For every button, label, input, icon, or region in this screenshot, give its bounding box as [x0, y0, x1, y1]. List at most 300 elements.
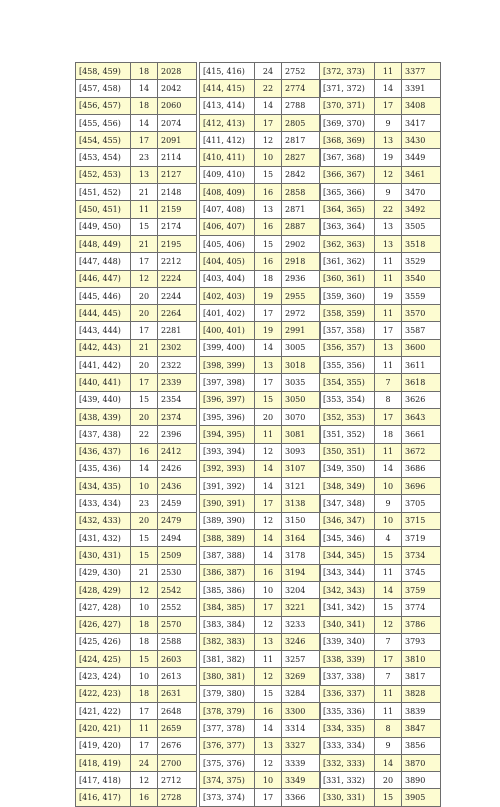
cumulative-cell: 2827	[282, 149, 321, 166]
count-cell: 17	[375, 322, 402, 339]
cumulative-cell: 2244	[158, 287, 197, 304]
table-row	[76, 460, 197, 477]
score-range-cell: [424, 425)	[76, 651, 131, 668]
score-range-cell: [452, 453)	[76, 166, 131, 183]
count-cell: 13	[255, 737, 282, 754]
count-cell: 11	[375, 443, 402, 460]
score-range-cell: [434, 435)	[76, 478, 131, 495]
score-range-cell: [367, 368)	[320, 149, 375, 166]
score-range-cell: [418, 419)	[76, 754, 131, 771]
cumulative-cell: 3492	[402, 201, 441, 218]
score-range-cell: [390, 391)	[200, 495, 255, 512]
count-cell: 21	[131, 564, 158, 581]
table-row	[320, 547, 441, 564]
table-row	[200, 408, 321, 425]
score-range-cell: [344, 345)	[320, 547, 375, 564]
table-row	[76, 149, 197, 166]
score-range-cell: [335, 336)	[320, 702, 375, 719]
count-cell: 11	[375, 357, 402, 374]
cumulative-cell: 3178	[282, 547, 321, 564]
score-range-cell: [384, 385)	[200, 599, 255, 616]
table-row	[200, 114, 321, 131]
count-cell: 12	[131, 270, 158, 287]
table-row	[200, 478, 321, 495]
score-range-cell: [422, 423)	[76, 685, 131, 702]
count-cell: 21	[131, 339, 158, 356]
table-row	[320, 616, 441, 633]
cumulative-cell: 3257	[282, 651, 321, 668]
table-row	[76, 80, 197, 97]
score-range-cell: [404, 405)	[200, 253, 255, 270]
cumulative-cell: 3470	[402, 184, 441, 201]
table-row	[320, 512, 441, 529]
table-row	[320, 702, 441, 719]
cumulative-cell: 2972	[282, 305, 321, 322]
count-cell: 22	[375, 201, 402, 218]
cumulative-cell: 3070	[282, 408, 321, 425]
table-row	[76, 599, 197, 616]
count-cell: 12	[255, 443, 282, 460]
table-row	[76, 530, 197, 547]
table-row	[320, 235, 441, 252]
cumulative-cell: 3035	[282, 374, 321, 391]
count-cell: 13	[255, 633, 282, 650]
count-cell: 18	[131, 685, 158, 702]
table-row	[76, 184, 197, 201]
count-cell: 15	[255, 391, 282, 408]
cumulative-cell: 3672	[402, 443, 441, 460]
count-cell: 17	[375, 408, 402, 425]
score-range-cell: [334, 335)	[320, 720, 375, 737]
score-range-cell: [405, 406)	[200, 235, 255, 252]
count-cell: 17	[375, 97, 402, 114]
score-range-cell: [377, 378)	[200, 720, 255, 737]
count-cell: 15	[255, 235, 282, 252]
table-row	[320, 374, 441, 391]
table-row	[76, 305, 197, 322]
table-row	[200, 132, 321, 149]
score-range-cell: [391, 392)	[200, 478, 255, 495]
score-range-cell: [353, 354)	[320, 391, 375, 408]
count-cell: 16	[255, 702, 282, 719]
count-cell: 14	[131, 80, 158, 97]
table-row	[76, 564, 197, 581]
score-range-cell: [346, 347)	[320, 512, 375, 529]
count-cell: 17	[255, 599, 282, 616]
count-cell: 14	[255, 339, 282, 356]
count-cell: 20	[131, 287, 158, 304]
count-cell: 13	[375, 235, 402, 252]
score-range-cell: [381, 382)	[200, 651, 255, 668]
table-row	[76, 737, 197, 754]
table-row	[76, 357, 197, 374]
count-cell: 9	[375, 495, 402, 512]
table-row	[320, 564, 441, 581]
count-cell: 15	[131, 391, 158, 408]
count-cell: 16	[131, 443, 158, 460]
score-range-cell: [444, 445)	[76, 305, 131, 322]
cumulative-cell: 3391	[402, 80, 441, 97]
score-range-cell: [349, 350)	[320, 460, 375, 477]
score-range-cell: [437, 438)	[76, 426, 131, 443]
table-row	[76, 754, 197, 771]
cumulative-cell: 3793	[402, 633, 441, 650]
cumulative-cell: 2902	[282, 235, 321, 252]
table-row	[200, 460, 321, 477]
score-range-cell: [332, 333)	[320, 754, 375, 771]
table-row	[200, 720, 321, 737]
cumulative-cell: 2436	[158, 478, 197, 495]
score-range-cell: [348, 349)	[320, 478, 375, 495]
cumulative-cell: 3661	[402, 426, 441, 443]
table-row	[76, 132, 197, 149]
table-row	[200, 512, 321, 529]
table-row	[320, 789, 441, 806]
table-row	[76, 426, 197, 443]
count-cell: 15	[131, 547, 158, 564]
cumulative-cell: 3269	[282, 668, 321, 685]
cumulative-cell: 3150	[282, 512, 321, 529]
score-range-cell: [330, 331)	[320, 789, 375, 806]
score-range-cell: [410, 411)	[200, 149, 255, 166]
table-row	[200, 166, 321, 183]
table-row	[320, 495, 441, 512]
score-range-cell: [409, 410)	[200, 166, 255, 183]
count-cell: 15	[131, 218, 158, 235]
count-cell: 17	[255, 114, 282, 131]
score-range-cell: [354, 355)	[320, 374, 375, 391]
table-row	[320, 772, 441, 789]
cumulative-cell: 2174	[158, 218, 197, 235]
count-cell: 12	[375, 616, 402, 633]
count-cell: 14	[375, 80, 402, 97]
score-range-cell: [423, 424)	[76, 668, 131, 685]
score-range-cell: [406, 407)	[200, 218, 255, 235]
score-range-cell: [428, 429)	[76, 581, 131, 598]
table-row	[200, 63, 321, 80]
table-row	[320, 530, 441, 547]
table-row	[76, 581, 197, 598]
count-cell: 14	[255, 460, 282, 477]
table-row	[76, 789, 197, 806]
cumulative-cell: 2042	[158, 80, 197, 97]
table-row	[76, 478, 197, 495]
cumulative-cell: 2494	[158, 530, 197, 547]
table-row	[320, 184, 441, 201]
score-range-cell: [382, 383)	[200, 633, 255, 650]
cumulative-cell: 2530	[158, 564, 197, 581]
count-cell: 15	[375, 599, 402, 616]
cumulative-cell: 2159	[158, 201, 197, 218]
count-cell: 17	[131, 374, 158, 391]
score-range-cell: [430, 431)	[76, 547, 131, 564]
table-row	[320, 754, 441, 771]
cumulative-cell: 3810	[402, 651, 441, 668]
cumulative-cell: 3005	[282, 339, 321, 356]
table-row	[200, 97, 321, 114]
cumulative-cell: 2774	[282, 80, 321, 97]
table-row	[320, 720, 441, 737]
score-range-cell: [339, 340)	[320, 633, 375, 650]
count-cell: 11	[375, 702, 402, 719]
table-row	[320, 478, 441, 495]
cumulative-cell: 3870	[402, 754, 441, 771]
score-range-cell: [450, 451)	[76, 201, 131, 218]
score-range-cell: [421, 422)	[76, 702, 131, 719]
count-cell: 19	[255, 287, 282, 304]
table-row	[200, 581, 321, 598]
cumulative-cell: 2459	[158, 495, 197, 512]
table-row	[76, 218, 197, 235]
table-row	[320, 114, 441, 131]
score-range-cell: [417, 418)	[76, 772, 131, 789]
count-cell: 17	[375, 651, 402, 668]
cumulative-cell: 2676	[158, 737, 197, 754]
table-row	[200, 772, 321, 789]
score-range-cell: [438, 439)	[76, 408, 131, 425]
table-row	[76, 63, 197, 80]
table-row	[320, 391, 441, 408]
table-row	[320, 305, 441, 322]
table-row	[200, 547, 321, 564]
table-row	[320, 270, 441, 287]
score-range-cell: [398, 399)	[200, 357, 255, 374]
score-range-cell: [457, 458)	[76, 80, 131, 97]
score-range-cell: [453, 454)	[76, 149, 131, 166]
cumulative-cell: 2426	[158, 460, 197, 477]
cumulative-cell: 2648	[158, 702, 197, 719]
score-range-cell: [333, 334)	[320, 737, 375, 754]
cumulative-cell: 2936	[282, 270, 321, 287]
cumulative-cell: 2212	[158, 253, 197, 270]
score-range-cell: [448, 449)	[76, 235, 131, 252]
cumulative-cell: 3856	[402, 737, 441, 754]
count-cell: 12	[131, 581, 158, 598]
table-row	[200, 599, 321, 616]
count-cell: 23	[131, 495, 158, 512]
cumulative-cell: 3221	[282, 599, 321, 616]
table-row	[320, 581, 441, 598]
count-cell: 18	[375, 426, 402, 443]
count-cell: 21	[131, 184, 158, 201]
table-row	[200, 789, 321, 806]
count-cell: 15	[131, 651, 158, 668]
score-range-cell: [451, 452)	[76, 184, 131, 201]
score-range-cell: [401, 402)	[200, 305, 255, 322]
cumulative-cell: 2114	[158, 149, 197, 166]
cumulative-cell: 2396	[158, 426, 197, 443]
score-range-cell: [439, 440)	[76, 391, 131, 408]
count-cell: 14	[131, 114, 158, 131]
cumulative-cell: 2552	[158, 599, 197, 616]
count-cell: 24	[131, 754, 158, 771]
cumulative-cell: 3696	[402, 478, 441, 495]
table-row	[76, 97, 197, 114]
score-table-2	[199, 62, 321, 807]
cumulative-cell: 3300	[282, 702, 321, 719]
cumulative-cell: 2817	[282, 132, 321, 149]
score-range-cell: [336, 337)	[320, 685, 375, 702]
table-row	[200, 530, 321, 547]
table-row	[76, 235, 197, 252]
table-row	[200, 184, 321, 201]
count-cell: 15	[131, 530, 158, 547]
cumulative-cell: 2613	[158, 668, 197, 685]
table-row	[320, 685, 441, 702]
table-row	[200, 287, 321, 304]
table-row	[200, 357, 321, 374]
score-range-cell: [362, 363)	[320, 235, 375, 252]
cumulative-cell: 2479	[158, 512, 197, 529]
cumulative-cell: 2148	[158, 184, 197, 201]
cumulative-cell: 2659	[158, 720, 197, 737]
count-cell: 21	[131, 235, 158, 252]
score-range-cell: [442, 443)	[76, 339, 131, 356]
score-range-cell: [402, 403)	[200, 287, 255, 304]
cumulative-cell: 3408	[402, 97, 441, 114]
score-range-cell: [365, 366)	[320, 184, 375, 201]
table-row	[320, 408, 441, 425]
score-range-cell: [432, 433)	[76, 512, 131, 529]
cumulative-cell: 3366	[282, 789, 321, 806]
score-range-cell: [369, 370)	[320, 114, 375, 131]
table-row	[200, 668, 321, 685]
table-row	[76, 408, 197, 425]
score-range-cell: [343, 344)	[320, 564, 375, 581]
cumulative-cell: 3327	[282, 737, 321, 754]
score-range-cell: [446, 447)	[76, 270, 131, 287]
cumulative-cell: 3518	[402, 235, 441, 252]
cumulative-cell: 2091	[158, 132, 197, 149]
count-cell: 13	[131, 166, 158, 183]
score-range-cell: [395, 396)	[200, 408, 255, 425]
score-range-cell: [411, 412)	[200, 132, 255, 149]
count-cell: 20	[131, 305, 158, 322]
table-row	[76, 668, 197, 685]
cumulative-cell: 3233	[282, 616, 321, 633]
cumulative-cell: 3587	[402, 322, 441, 339]
cumulative-cell: 2224	[158, 270, 197, 287]
cumulative-cell: 2570	[158, 616, 197, 633]
count-cell: 20	[375, 772, 402, 789]
count-cell: 17	[131, 702, 158, 719]
cumulative-cell: 2712	[158, 772, 197, 789]
table-row	[320, 132, 441, 149]
count-cell: 14	[131, 460, 158, 477]
count-cell: 12	[255, 616, 282, 633]
count-cell: 11	[375, 685, 402, 702]
count-cell: 11	[131, 201, 158, 218]
score-range-cell: [425, 426)	[76, 633, 131, 650]
score-range-cell: [352, 353)	[320, 408, 375, 425]
score-range-cell: [392, 393)	[200, 460, 255, 477]
cumulative-cell: 3540	[402, 270, 441, 287]
table-row	[320, 218, 441, 235]
score-range-cell: [394, 395)	[200, 426, 255, 443]
count-cell: 4	[375, 530, 402, 547]
score-range-cell: [419, 420)	[76, 737, 131, 754]
table-row	[200, 80, 321, 97]
score-range-cell: [361, 362)	[320, 253, 375, 270]
score-range-cell: [364, 365)	[320, 201, 375, 218]
table-row	[76, 339, 197, 356]
score-range-cell: [386, 387)	[200, 564, 255, 581]
table-row	[320, 149, 441, 166]
table-row	[320, 339, 441, 356]
count-cell: 7	[375, 633, 402, 650]
table-row	[200, 391, 321, 408]
cumulative-cell: 3559	[402, 287, 441, 304]
cumulative-cell: 3618	[402, 374, 441, 391]
cumulative-cell: 2028	[158, 63, 197, 80]
cumulative-cell: 2322	[158, 357, 197, 374]
score-range-cell: [341, 342)	[320, 599, 375, 616]
score-range-cell: [371, 372)	[320, 80, 375, 97]
score-range-cell: [458, 459)	[76, 63, 131, 80]
score-range-cell: [445, 446)	[76, 287, 131, 304]
cumulative-cell: 2195	[158, 235, 197, 252]
cumulative-cell: 3774	[402, 599, 441, 616]
count-cell: 20	[131, 512, 158, 529]
score-range-cell: [400, 401)	[200, 322, 255, 339]
cumulative-cell: 2871	[282, 201, 321, 218]
cumulative-cell: 3349	[282, 772, 321, 789]
cumulative-cell: 2631	[158, 685, 197, 702]
table-row	[320, 201, 441, 218]
table-row	[200, 564, 321, 581]
cumulative-cell: 2887	[282, 218, 321, 235]
count-cell: 12	[255, 668, 282, 685]
table-row	[76, 772, 197, 789]
score-range-cell: [420, 421)	[76, 720, 131, 737]
table-row	[200, 235, 321, 252]
cumulative-cell: 2588	[158, 633, 197, 650]
table-row	[76, 322, 197, 339]
table-row	[76, 547, 197, 564]
table-row	[76, 253, 197, 270]
cumulative-cell: 3745	[402, 564, 441, 581]
cumulative-cell: 3138	[282, 495, 321, 512]
score-range-cell: [414, 415)	[200, 80, 255, 97]
score-range-cell: [375, 376)	[200, 754, 255, 771]
cumulative-cell: 3050	[282, 391, 321, 408]
table-row	[320, 63, 441, 80]
count-cell: 14	[255, 97, 282, 114]
score-table-1	[75, 62, 197, 807]
count-cell: 11	[255, 426, 282, 443]
score-range-cell: [373, 374)	[200, 789, 255, 806]
score-range-cell: [385, 386)	[200, 581, 255, 598]
cumulative-cell: 3246	[282, 633, 321, 650]
score-range-cell: [413, 414)	[200, 97, 255, 114]
count-cell: 11	[375, 63, 402, 80]
score-range-cell: [366, 367)	[320, 166, 375, 183]
table-row	[320, 426, 441, 443]
cumulative-cell: 2264	[158, 305, 197, 322]
count-cell: 15	[375, 547, 402, 564]
count-cell: 17	[255, 495, 282, 512]
score-range-cell: [358, 359)	[320, 305, 375, 322]
score-range-cell: [426, 427)	[76, 616, 131, 633]
score-range-cell: [360, 361)	[320, 270, 375, 287]
count-cell: 24	[255, 63, 282, 80]
cumulative-cell: 2858	[282, 184, 321, 201]
table-row	[200, 374, 321, 391]
cumulative-cell: 3890	[402, 772, 441, 789]
cumulative-cell: 3121	[282, 478, 321, 495]
cumulative-cell: 3705	[402, 495, 441, 512]
score-range-cell: [383, 384)	[200, 616, 255, 633]
